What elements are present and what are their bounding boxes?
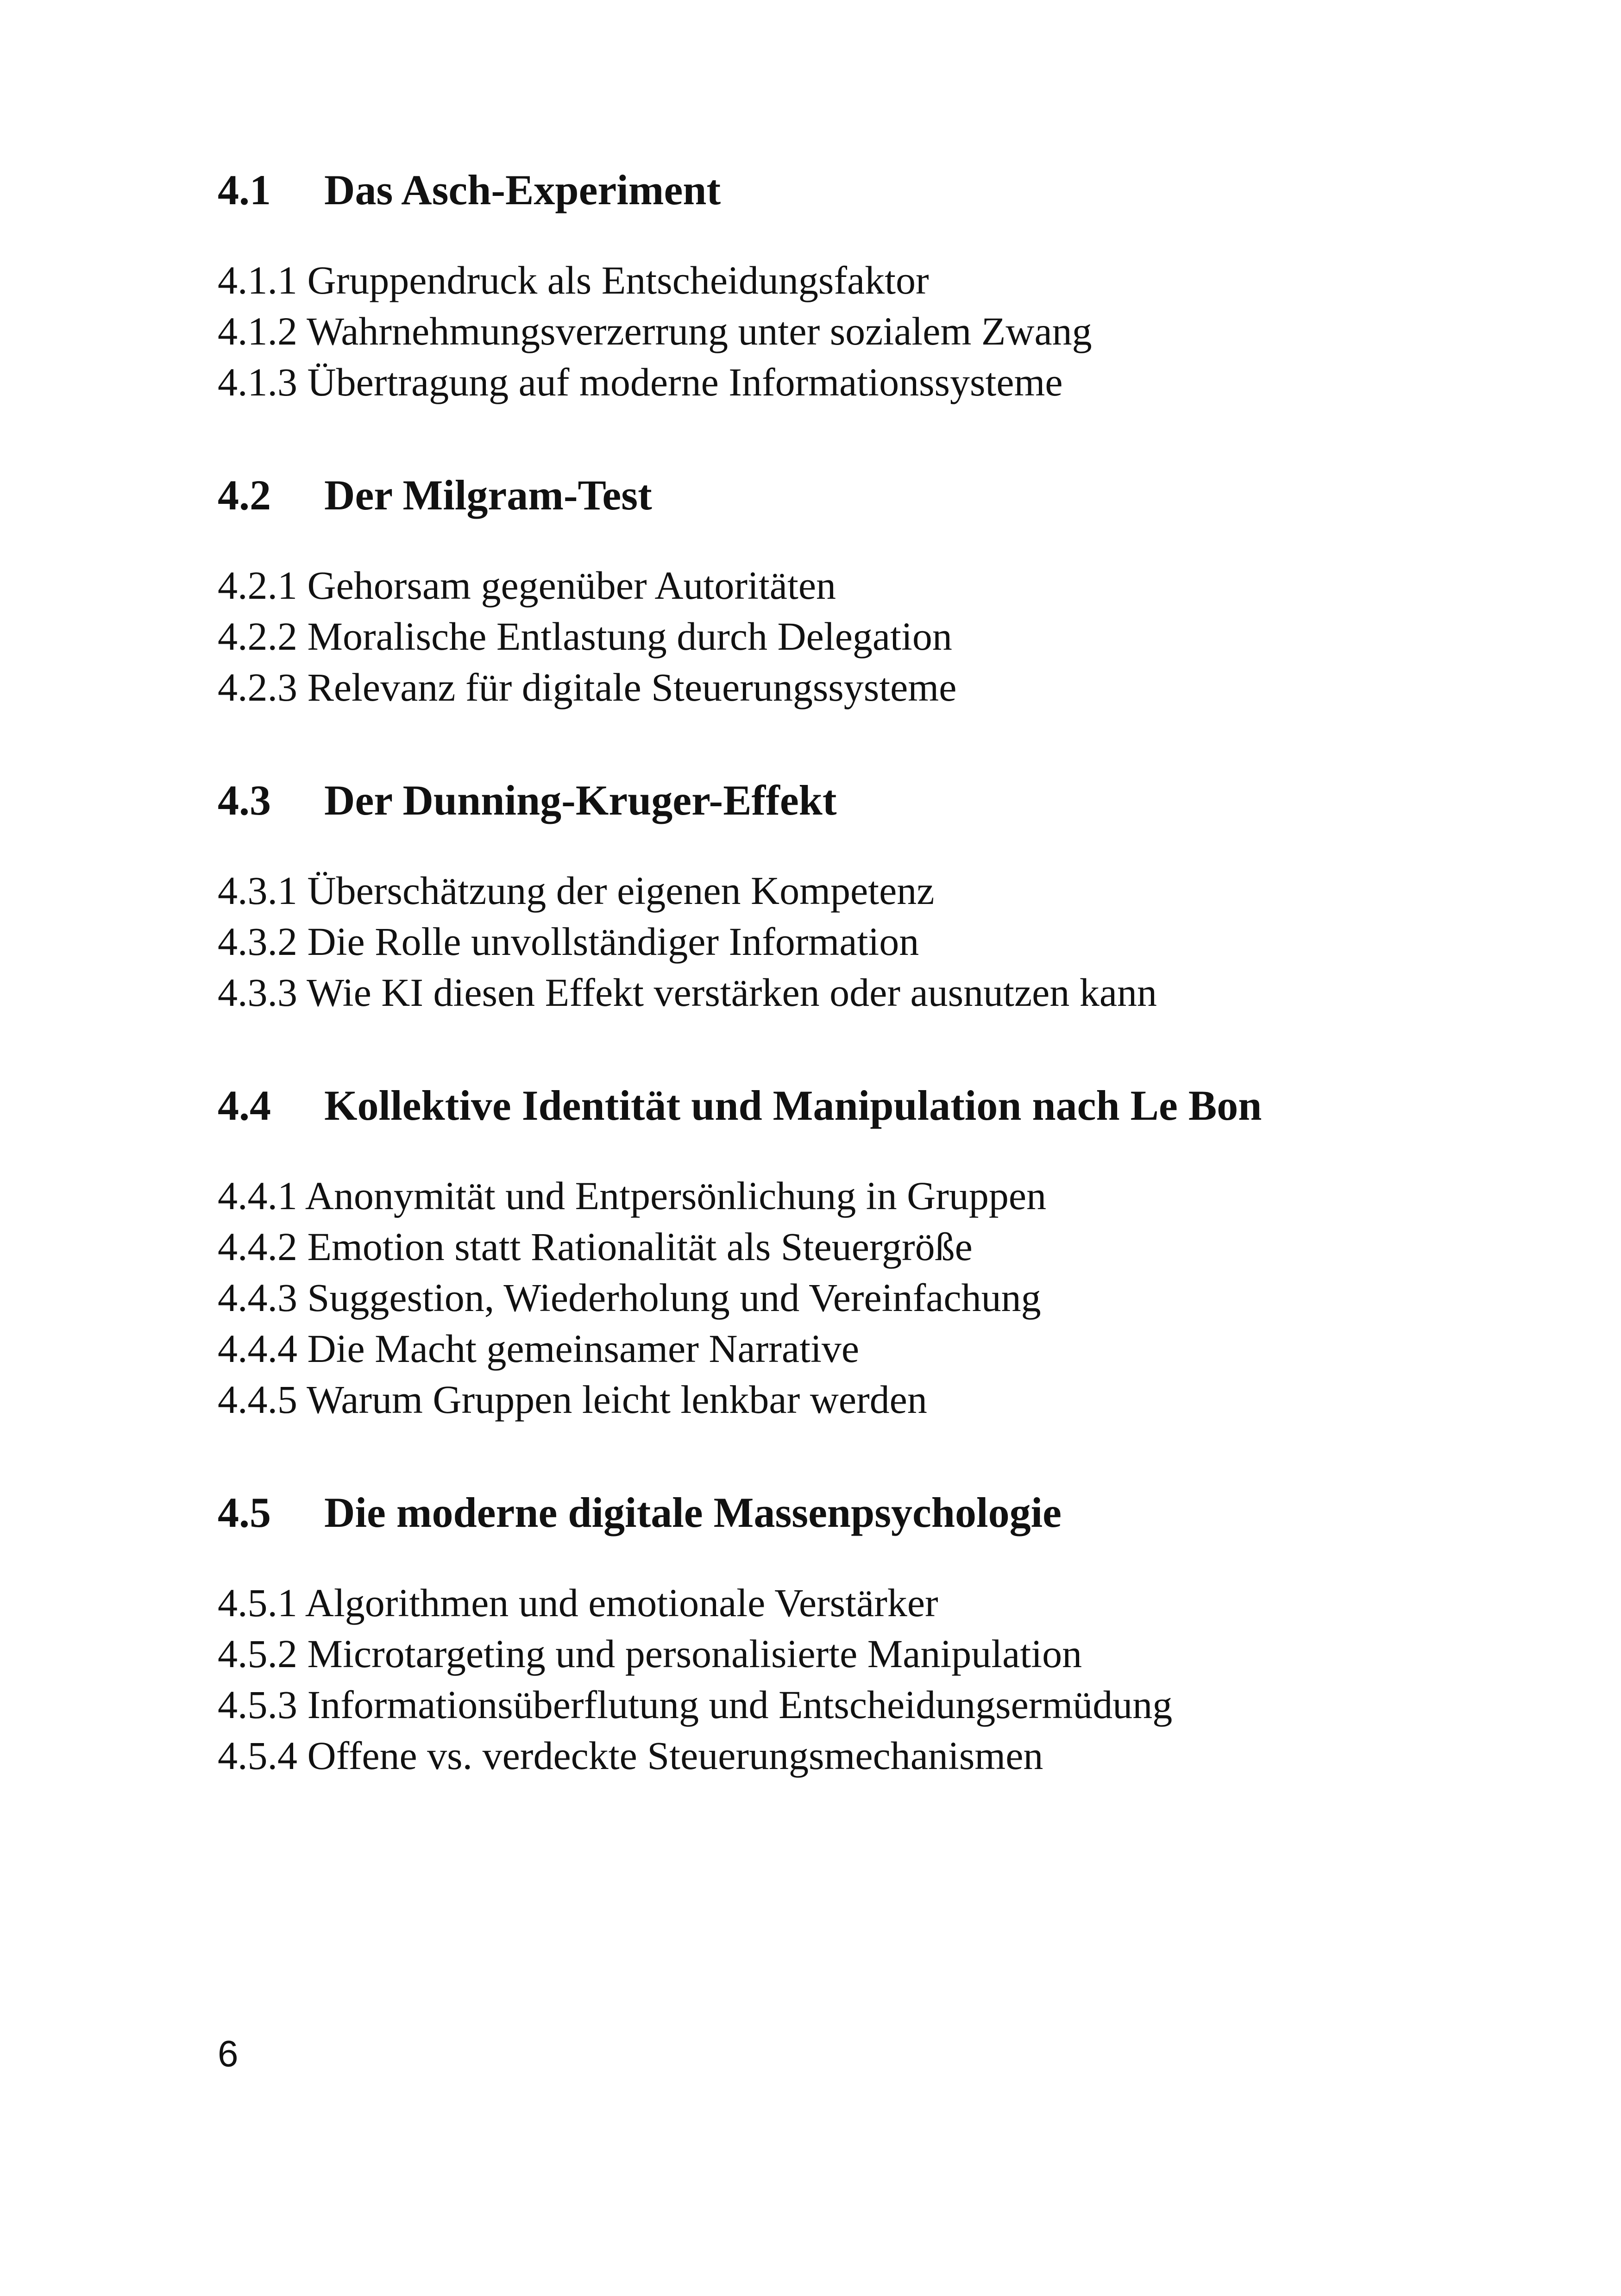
subsection-item: 4.2.3 Relevanz für digitale Steuerungssysteme — [218, 665, 957, 709]
subsection-list — [218, 865, 1514, 1018]
section-title: Der Milgram-Test — [324, 471, 652, 519]
subsection-list — [218, 255, 1514, 408]
section-heading — [218, 467, 1514, 523]
section-heading — [218, 1485, 1514, 1540]
section-title: Das Asch-Experiment — [324, 166, 721, 213]
subsection-item: 4.4.1 Anonymität und Entpersönlichung in Gruppen — [218, 1173, 1047, 1218]
section-heading — [218, 1078, 1514, 1133]
section-title: Der Dunning-Kruger-Effekt — [324, 777, 837, 824]
toc-section-4-1 — [218, 162, 1514, 408]
subsection-item: 4.5.3 Informationsüberflutung und Entscheidungsermüdung — [218, 1682, 1173, 1727]
subsection-item: 4.4.2 Emotion statt Rationalität als Steuergröße — [218, 1224, 973, 1269]
subsection-item: 4.3.3 Wie KI diesen Effekt verstärken oder ausnutzen kann — [218, 970, 1157, 1015]
table-of-contents — [218, 162, 1514, 1841]
section-title: Kollektive Identität und Manipulation nach Le Bon — [324, 1082, 1262, 1129]
subsection-list — [218, 1577, 1514, 1781]
subsection-item: 4.2.1 Gehorsam gegenüber Autoritäten — [218, 563, 836, 608]
subsection-item: 4.5.1 Algorithmen und emotionale Verstärker — [218, 1581, 938, 1625]
section-heading — [218, 772, 1514, 828]
subsection-item: 4.1.3 Übertragung auf moderne Informationssysteme — [218, 360, 1063, 404]
subsection-item: 4.4.3 Suggestion, Wiederholung und Vereinfachung — [218, 1275, 1041, 1320]
section-number: 4.5 — [218, 1489, 271, 1536]
section-heading — [218, 162, 1514, 218]
subsection-item: 4.1.2 Wahrnehmungsverzerrung unter sozialem Zwang — [218, 309, 1092, 353]
section-title: Die moderne digitale Massenpsychologie — [324, 1489, 1062, 1536]
subsection-item: 4.1.1 Gruppendruck als Entscheidungsfaktor — [218, 258, 929, 302]
section-number: 4.3 — [218, 777, 271, 824]
subsection-item: 4.5.4 Offene vs. verdeckte Steuerungsmechanismen — [218, 1733, 1043, 1778]
toc-section-4-4 — [218, 1078, 1514, 1425]
subsection-item: 4.3.1 Überschätzung der eigenen Kompetenz — [218, 868, 935, 913]
subsection-item: 4.4.5 Warum Gruppen leicht lenkbar werden — [218, 1377, 927, 1422]
page-number: 6 — [218, 2033, 239, 2074]
toc-section-4-3 — [218, 772, 1514, 1018]
subsection-list — [218, 560, 1514, 713]
subsection-item: 4.3.2 Die Rolle unvollständiger Information — [218, 919, 919, 964]
subsection-item: 4.5.2 Microtargeting und personalisierte Manipulation — [218, 1631, 1082, 1676]
section-number: 4.2 — [218, 471, 271, 519]
subsection-item: 4.2.2 Moralische Entlastung durch Delegation — [218, 614, 952, 659]
subsection-item: 4.4.4 Die Macht gemeinsamer Narrative — [218, 1326, 860, 1371]
section-number: 4.4 — [218, 1082, 271, 1129]
toc-section-4-5 — [218, 1485, 1514, 1781]
toc-section-4-2 — [218, 467, 1514, 713]
subsection-list — [218, 1170, 1514, 1425]
section-number: 4.1 — [218, 166, 271, 213]
